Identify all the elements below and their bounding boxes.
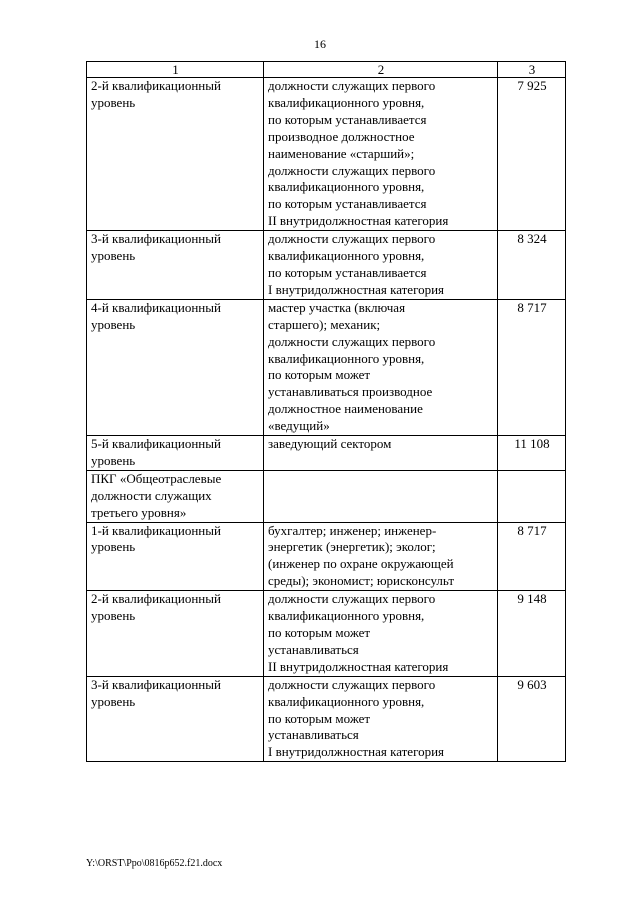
positions-line: должности служащих первого: [268, 676, 436, 692]
positions-line: квалификационного уровня,: [268, 350, 425, 366]
salary-amount-cell: [498, 591, 566, 677]
qualification-level-line: уровень: [91, 316, 136, 332]
positions-line: квалификационного уровня,: [268, 608, 425, 624]
positions-line: квалификационного уровня,: [268, 179, 425, 195]
positions-line: II внутридолжностная категория: [268, 658, 449, 674]
column-header-3: 3: [498, 62, 566, 78]
table-row: [87, 436, 566, 471]
footer-file-path: Y:\ORST\Ppo\0816p652.f21.docx: [86, 858, 223, 869]
positions-line: бухгалтер; инженер; инженер-: [268, 522, 437, 538]
salary-table: [86, 61, 566, 762]
positions-line: квалификационного уровня,: [268, 248, 425, 264]
positions-line: по которым устанавливается: [268, 111, 427, 127]
positions-line: по которым может: [268, 710, 371, 726]
table-row: [87, 231, 566, 300]
positions-line: заведующий сектором: [268, 436, 392, 452]
qualification-level-line: третьего уровня»: [91, 504, 187, 520]
positions-line: энергетик (энергетик); эколог;: [268, 539, 436, 555]
qualification-level-cell: [87, 78, 264, 231]
qualification-level-line: уровень: [91, 539, 136, 555]
salary-amount-value: 8 717: [517, 299, 547, 315]
qualification-level-cell: [87, 676, 264, 762]
table-row: [87, 299, 566, 435]
positions-line: мастер участка (включая: [268, 299, 406, 315]
table-row: [87, 591, 566, 677]
positions-line: устанавливаться: [268, 641, 359, 657]
positions-cell: [264, 591, 498, 677]
salary-amount-value: 8 717: [517, 522, 547, 538]
table-header-row: [87, 62, 566, 78]
salary-amount-cell: [498, 78, 566, 231]
column-header-1: 1: [87, 62, 264, 78]
positions-cell: [264, 78, 498, 231]
positions-cell: [264, 231, 498, 300]
qualification-level-cell: [87, 299, 264, 435]
salary-amount-cell: [498, 436, 566, 471]
salary-amount-cell: [498, 299, 566, 435]
qualification-level-line: 5-й квалификационный: [91, 436, 221, 452]
salary-amount-value: 9 603: [517, 676, 547, 692]
positions-line: по которым устанавливается: [268, 264, 427, 280]
table-row: [87, 470, 566, 522]
qualification-level-line: уровень: [91, 248, 136, 264]
positions-line: (инженер по охране окружающей: [268, 556, 454, 572]
qualification-level-line: ПКГ «Общеотраслевые: [91, 470, 222, 486]
qualification-level-cell: [87, 470, 264, 522]
qualification-level-cell: [87, 231, 264, 300]
qualification-level-cell: [87, 591, 264, 677]
positions-line: по которым устанавливается: [268, 196, 427, 212]
positions-line: должностное наименование: [268, 401, 423, 417]
qualification-level-line: 3-й квалификационный: [91, 676, 221, 692]
positions-line: I внутридолжностная категория: [268, 281, 445, 297]
positions-line: «ведущий»: [268, 418, 330, 434]
qualification-level-line: уровень: [91, 452, 136, 468]
salary-amount-cell: [498, 676, 566, 762]
qualification-level-line: 2-й квалификационный: [91, 78, 221, 93]
qualification-level-cell: [87, 436, 264, 471]
positions-cell: [264, 470, 498, 522]
positions-line: должности служащих первого: [268, 333, 436, 349]
salary-amount-value: 9 148: [517, 591, 547, 607]
table-row: [87, 676, 566, 762]
positions-line: по которым может: [268, 625, 371, 640]
positions-line: производное должностное: [268, 128, 415, 144]
salary-amount-cell: [498, 470, 566, 522]
salary-amount-cell: [498, 522, 566, 591]
positions-line: должности служащих первого: [268, 78, 436, 93]
qualification-level-line: уровень: [91, 693, 136, 709]
positions-line: квалификационного уровня,: [268, 693, 425, 709]
positions-cell: [264, 522, 498, 591]
qualification-level-line: уровень: [91, 608, 136, 624]
qualification-level-line: 1-й квалификационный: [91, 522, 221, 538]
qualification-level-cell: [87, 522, 264, 591]
positions-line: II внутридолжностная категория: [268, 213, 449, 229]
salary-amount-value: 11 108: [514, 436, 550, 452]
positions-line: наименование «старший»;: [268, 145, 415, 161]
salary-amount-value: 8 324: [517, 231, 547, 247]
qualification-level-line: 3-й квалификационный: [91, 231, 221, 247]
positions-line: устанавливаться производное: [268, 384, 433, 400]
salary-amount-cell: [498, 231, 566, 300]
positions-line: должности служащих первого: [268, 591, 436, 607]
positions-cell: [264, 299, 498, 435]
column-header-2: 2: [264, 62, 498, 78]
positions-line: квалификационного уровня,: [268, 94, 425, 110]
qualification-level-line: должности служащих: [91, 487, 212, 503]
qualification-level-line: 2-й квалификационный: [91, 591, 221, 607]
positions-line: устанавливаться: [268, 727, 359, 743]
positions-line: по которым может: [268, 367, 371, 383]
salary-amount-value: 7 925: [517, 78, 547, 93]
table-row: [87, 78, 566, 231]
page-number: 16: [314, 37, 326, 51]
positions-cell: [264, 436, 498, 471]
positions-line: старшего); механик;: [268, 316, 381, 332]
positions-line: среды); экономист; юрисконсульт: [268, 573, 455, 589]
positions-line: I внутридолжностная категория: [268, 744, 445, 760]
table-row: [87, 522, 566, 591]
positions-line: должности служащих первого: [268, 231, 436, 247]
qualification-level-line: 4-й квалификационный: [91, 299, 221, 315]
positions-cell: [264, 676, 498, 762]
qualification-level-line: уровень: [91, 94, 136, 110]
positions-line: должности служащих первого: [268, 162, 436, 178]
